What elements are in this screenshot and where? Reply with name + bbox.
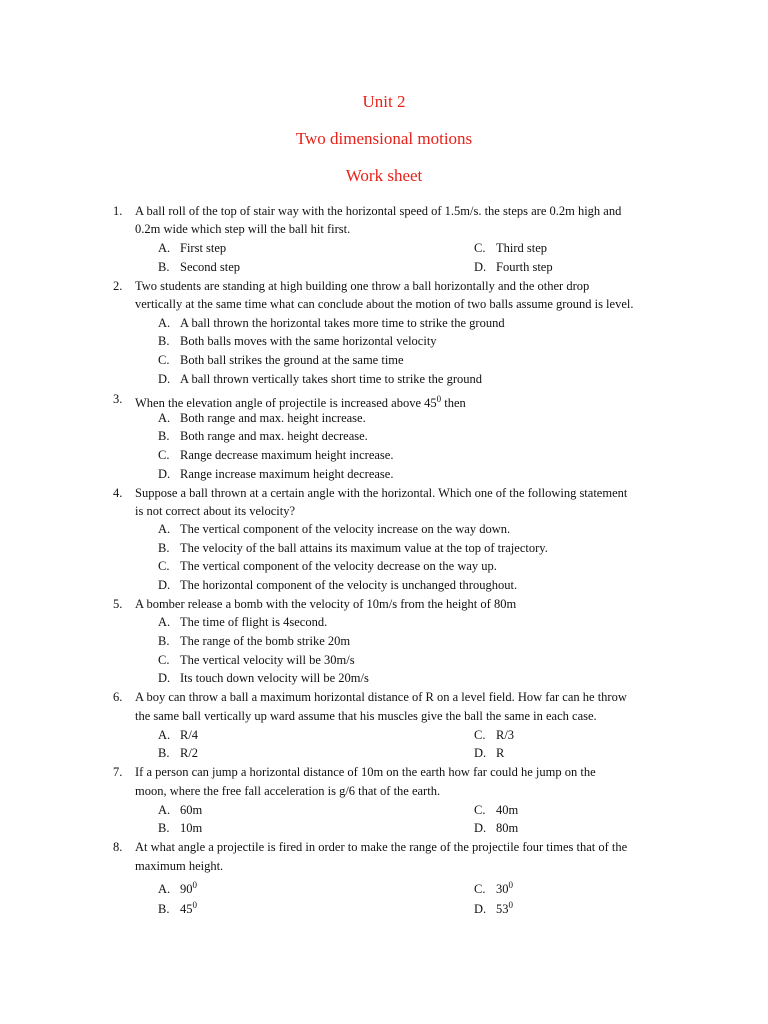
question-number: 1. <box>113 204 123 218</box>
question-number: 8. <box>113 840 123 854</box>
option-d[interactable]: D. Range increase maximum height decrease. <box>158 467 394 481</box>
option-b[interactable]: B. Second step <box>158 260 241 274</box>
degree-superscript: 0 <box>192 900 197 910</box>
option-b[interactable]: B. R/2 <box>158 746 199 760</box>
option-a[interactable]: A. R/4 <box>158 728 199 742</box>
option-a[interactable]: A. 60m <box>158 803 203 817</box>
option-a[interactable]: A. The vertical component of the velocity increase on the way down. <box>158 522 511 536</box>
question-text: At what angle a projectile is fired in order to make the range of the projectile four times that of the <box>135 840 628 854</box>
option-b[interactable]: B. 10m <box>158 821 203 835</box>
option-d[interactable]: D. $53^0$ <box>474 900 513 916</box>
question-number: 3. <box>113 392 123 406</box>
question-text: A ball roll of the top of stair way with the horizontal speed of 1.5m/s. the steps are 0.2m high and <box>135 204 622 218</box>
option-c[interactable]: C. $30^0$ <box>474 880 513 896</box>
option-c[interactable]: C. Both ball strikes the ground at the same time <box>158 353 404 367</box>
option-d[interactable]: D. R <box>474 746 505 760</box>
option-a[interactable]: A. First step <box>158 241 227 255</box>
option-a[interactable]: A. A ball thrown the horizontal takes more time to strike the ground <box>158 316 505 330</box>
option-d[interactable]: D. A ball thrown vertically takes short time to strike the ground <box>158 372 483 386</box>
question-text: A boy can throw a ball a maximum horizontal distance of R on a level field. How far can he throw <box>135 690 627 704</box>
degree-superscript: 0 <box>436 394 442 404</box>
degree-superscript: 0 <box>192 880 197 890</box>
option-c[interactable]: C. 40m <box>474 803 519 817</box>
option-d[interactable]: D. The horizontal component of the velocity is unchanged throughout. <box>158 578 518 592</box>
topic-title: Two dimensional motions <box>295 129 473 148</box>
question-text: 0.2m wide which step will the ball hit first. <box>135 222 351 236</box>
option-a[interactable]: A. Both range and max. height increase. <box>158 411 366 425</box>
option-c[interactable]: C. The vertical velocity will be 30m/s <box>158 653 355 667</box>
question-number: 2. <box>113 279 123 293</box>
question-text: When the elevation angle of projectile is increased above $45^0$ then <box>135 394 466 410</box>
question-number: 6. <box>113 690 123 704</box>
option-b[interactable]: B. $45^0$ <box>158 900 197 916</box>
option-a[interactable]: A. The time of flight is 4second. <box>158 615 328 629</box>
option-c[interactable]: C. Third step <box>474 241 548 255</box>
option-d[interactable]: D. 80m <box>474 821 519 835</box>
unit-title: Unit 2 <box>362 92 406 111</box>
degree-superscript: 0 <box>508 900 513 910</box>
question-text: is not correct about its velocity? <box>135 504 296 518</box>
question-number: 7. <box>113 765 123 779</box>
question-text: the same ball vertically up ward assume that his muscles give the ball the same in each case. <box>135 709 597 723</box>
option-a[interactable]: A. $90^0$ <box>158 880 197 896</box>
question-text: If a person can jump a horizontal distance of 10m on the earth how far could he jump on the <box>135 765 596 779</box>
option-c[interactable]: C. The vertical component of the velocity decrease on the way up. <box>158 559 497 573</box>
option-b[interactable]: B. The range of the bomb strike 20m <box>158 634 351 648</box>
question-text: maximum height. <box>135 859 224 873</box>
question-text: Two students are standing at high building one throw a ball horizontally and the other drop <box>135 279 590 293</box>
option-b[interactable]: B. Both balls moves with the same horizontal velocity <box>158 334 437 348</box>
question-text: vertically at the same time what can conclude about the motion of two balls assume ground is level. <box>135 297 634 311</box>
question-number: 4. <box>113 486 123 500</box>
option-c[interactable]: C. Range decrease maximum height increase. <box>158 448 394 462</box>
degree-superscript: 0 <box>508 880 513 890</box>
question-text: A bomber release a bomb with the velocity of 10m/s from the height of 80m <box>135 597 517 611</box>
option-c[interactable]: C. R/3 <box>474 728 515 742</box>
worksheet-subtitle: Work sheet <box>345 166 423 185</box>
question-text: moon, where the free fall acceleration is g/6 that of the earth. <box>135 784 441 798</box>
option-d[interactable]: D. Its touch down velocity will be 20m/s <box>158 671 369 685</box>
option-b[interactable]: B. Both range and max. height decrease. <box>158 429 368 443</box>
question-text: Suppose a ball thrown at a certain angle with the horizontal. Which one of the following statement <box>135 486 628 500</box>
option-b[interactable]: B. The velocity of the ball attains its maximum value at the top of trajectory. <box>158 541 548 555</box>
question-number: 5. <box>113 597 123 611</box>
option-d[interactable]: D. Fourth step <box>474 260 553 274</box>
